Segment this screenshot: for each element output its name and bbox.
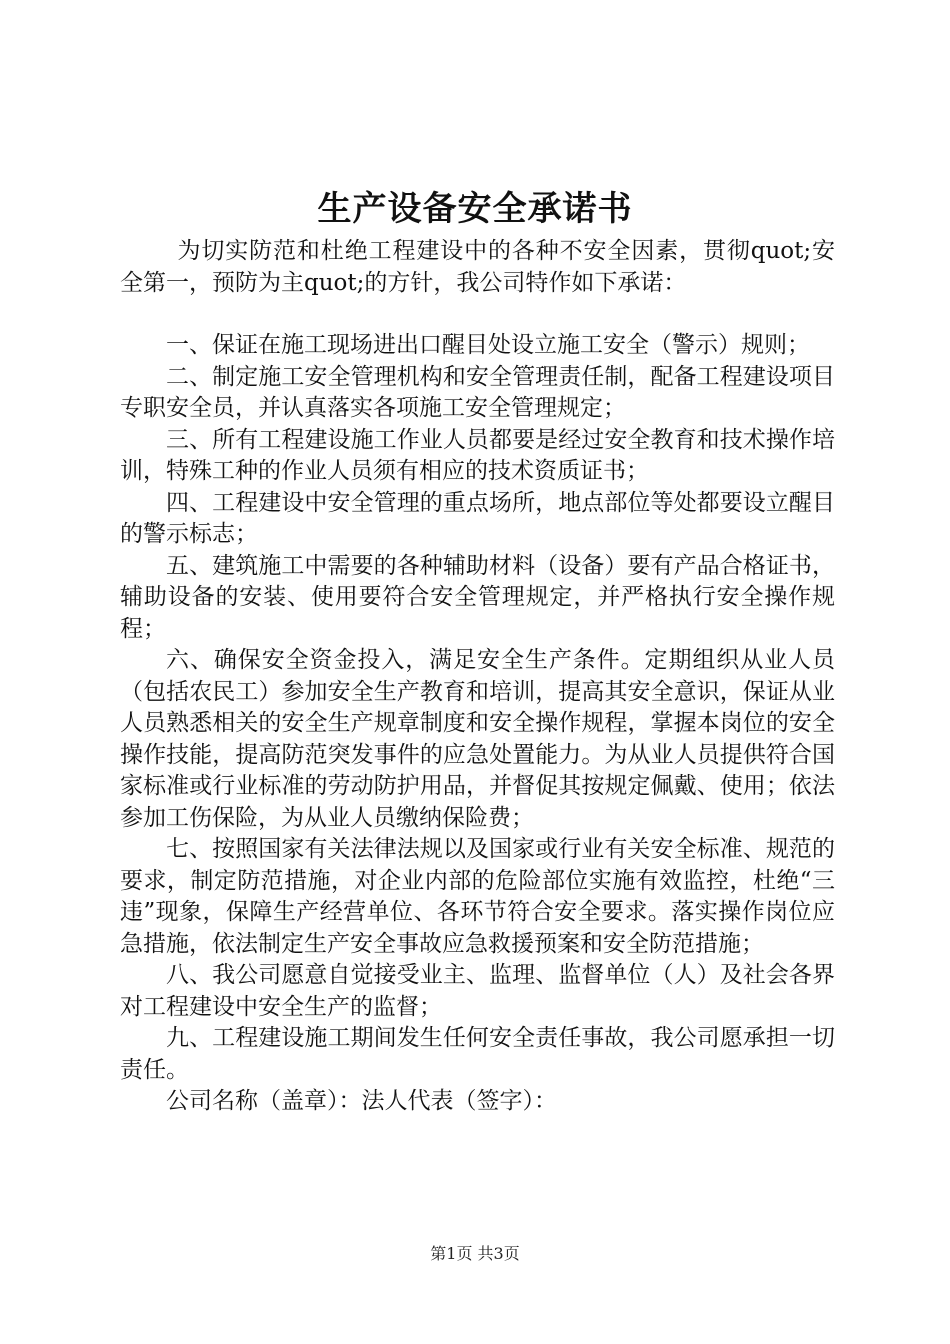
commitment-item-4: 四、工程建设中安全管理的重点场所，地点部位等处都要设立醒目的警示标志； — [120, 489, 835, 547]
commitment-item-8: 八、我公司愿意自觉接受业主、监理、监督单位（人）及社会各界对工程建设中安全生产的监督； — [120, 962, 835, 1020]
page-number-footer: 第1页 共3页 — [430, 1244, 520, 1263]
document-title: 生产设备安全承诺书 — [317, 189, 633, 229]
commitment-item-3: 三、所有工程建设施工作业人员都要是经过安全教育和技术操作培训，特殊工种的作业人员须有相应的技术资质证书； — [120, 426, 835, 484]
commitment-item-2: 二、制定施工安全管理机构和安全管理责任制，配备工程建设项目专职安全员，并认真落实各项施工安全管理规定； — [120, 363, 835, 421]
signature-line: 公司名称（盖章）：法人代表（签字）： — [166, 1088, 557, 1114]
commitment-item-9: 九、工程建设施工期间发生任何安全责任事故，我公司愿承担一切责任。 — [120, 1025, 835, 1083]
commitment-item-6: 六、确保安全资金投入，满足安全生产条件。定期组织从业人员（包括农民工）参加安全生产教育和培训，提高其安全意识，保证从业人员熟悉相关的安全生产规章制度和安全操作规程，掌握本岗位的安全操作技能，提高防范突发事件的应急处置能力。为从业人员提供符合国家标准或行业标准的劳动防护用品，并督促其按规定佩戴、使用；依法参加工伤保险，为从业人员缴纳保险费； — [120, 647, 835, 831]
commitment-item-7: 七、按照国家有关法律法规以及国家或行业有关安全标准、规范的要求，制定防范措施，对企业内部的危险部位实施有效监控，杜绝“三违”现象，保障生产经营单位、各环节符合安全要求。落实操作岗位应急措施，依法制定生产安全事故应急救援预案和安全防范措施； — [120, 836, 835, 957]
intro-paragraph: 为切实防范和杜绝工程建设中的各种不安全因素，贯彻quot;安全第一，预防为主quot;的方针，我公司特作如下承诺： — [120, 238, 835, 296]
document-body — [120, 236, 835, 1118]
commitment-item-5: 五、建筑施工中需要的各种辅助材料（设备）要有产品合格证书，辅助设备的安装、使用要符合安全管理规定，并严格执行安全操作规程； — [120, 552, 835, 642]
commitment-item-1: 一、保证在施工现场进出口醒目处设立施工安全（警示）规则； — [166, 332, 810, 358]
